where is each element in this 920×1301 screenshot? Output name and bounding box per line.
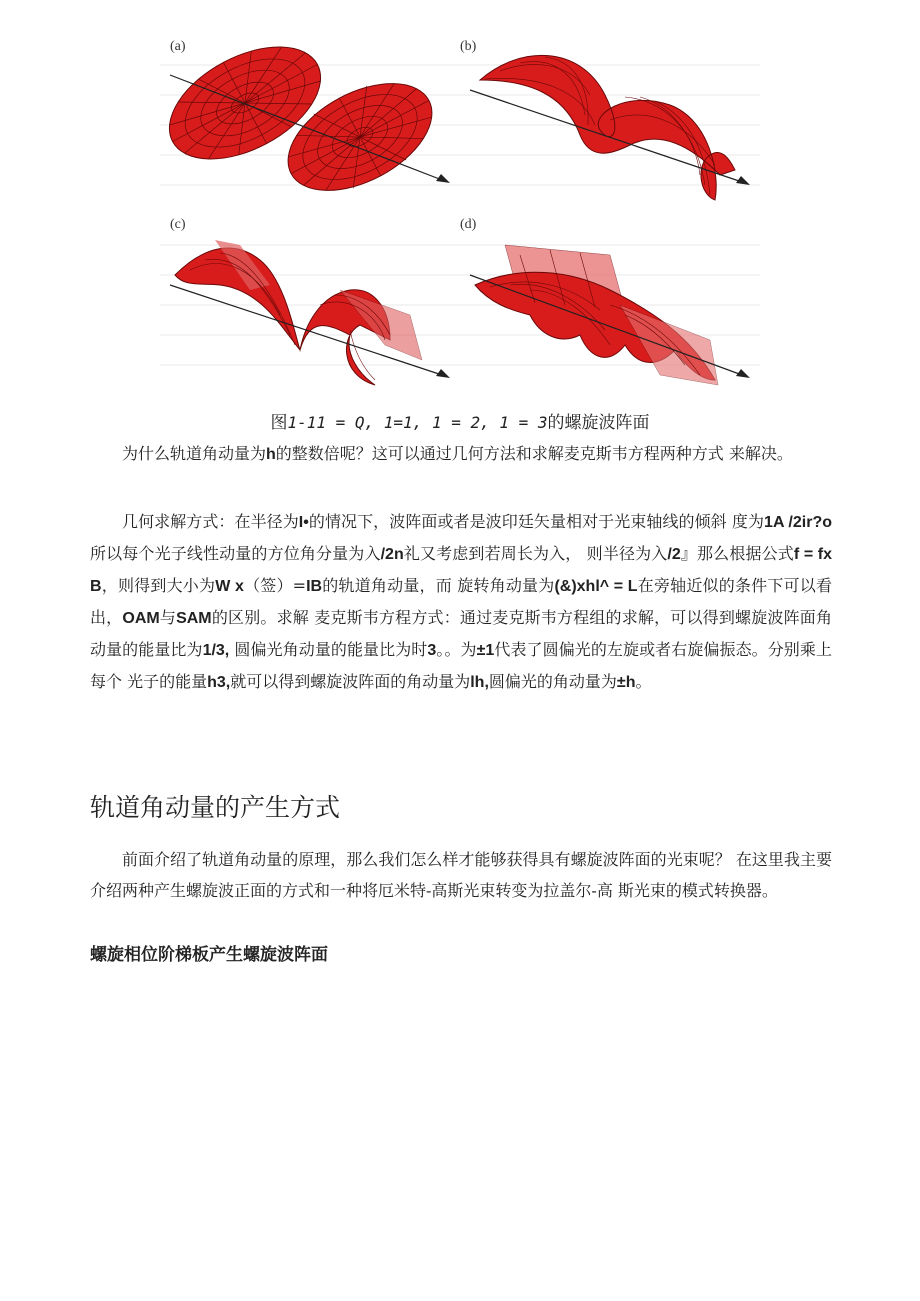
p1-text-c: 的整数倍呢？这可以通过几何方法和求解麦克斯韦方程两种方式 来解决。 [275, 444, 793, 463]
p2-b4: /2 [667, 546, 681, 563]
p2-b8: (&)xhl^ = L [554, 578, 638, 595]
panel-d-label: (d) [460, 217, 477, 232]
panel-d [460, 215, 760, 390]
paragraph-geometric-method [90, 506, 832, 698]
panel-c [160, 215, 460, 390]
p2-b3: /2n [380, 546, 404, 563]
wavefront-figure [160, 35, 760, 390]
panel-b [460, 35, 760, 210]
p2-b9: OAM [122, 610, 160, 627]
p2-b14: h3, [207, 674, 231, 691]
p2-t10: 与 [159, 608, 177, 627]
p2-b13: ±1 [476, 642, 495, 659]
p2-t1: 几何求解方式：在半径为 [122, 512, 299, 531]
p2-b11: 1/3, [202, 642, 230, 659]
p2-t8: 的轨道角动量，而 旋转角动量为 [322, 576, 555, 595]
paragraph-generation-intro: 前面介绍了轨道角动量的原理，那么我们怎么样才能够获得具有螺旋波阵面的光束呢？ 在这里我主要介绍两种产生螺旋波正面的方式和一种将厄米特-高斯光束转变为拉盖尔-高 斯光束的模式转换器。 [90, 850, 832, 900]
panel-a-label: (a) [170, 39, 186, 54]
p2-t14: 代表了圆偏光的左旋或者右旋偏振态。分别乘上每个 光子的能量 [90, 640, 832, 691]
p2-t7: （签）= [243, 576, 307, 595]
caption-prefix: 图 [270, 413, 288, 432]
p2-b12: 3 [427, 642, 437, 659]
p1-text-a: 为什么轨道角动量为 [122, 444, 267, 463]
p2-t4: 礼又考虑到若周长为入， 则半径为入 [403, 544, 668, 563]
p2-t17: 。 [635, 672, 652, 691]
caption-suffix: 的螺旋波阵面 [547, 413, 650, 432]
helical-wavefront-l3-graphic [460, 215, 760, 390]
helical-wavefront-l1-graphic [460, 35, 760, 210]
panel-b-label: (b) [460, 39, 477, 54]
section-heading: 轨道角动量的产生方式 [90, 793, 341, 822]
p2-t9: 在旁轴近似的条件下可以看出， [90, 576, 832, 627]
caption-formula: 1-11 = Q, 1=1, 1 = 2, 1 = 3 [287, 413, 548, 432]
p2-t13: 。。为 [436, 640, 477, 659]
p2-b10: SAM [176, 610, 212, 627]
p2-t6: ，则得到大小为 [101, 576, 216, 595]
figure-caption [0, 408, 920, 433]
p2-b15: lh, [470, 674, 489, 691]
paragraph-integer-multiple [90, 438, 832, 470]
panel-a [160, 35, 460, 210]
helical-wavefront-l2-graphic [160, 215, 460, 390]
p2-b6: W x [215, 578, 244, 595]
p2-b5: f = fx B [90, 546, 832, 595]
p1-symbol-h: h [266, 446, 276, 463]
planar-wavefront-graphic [160, 35, 460, 210]
p2-t2: 的情况下，波阵面或者是波印廷矢量相对于光束轴线的倾斜 度为 [308, 512, 765, 531]
p2-t3: 所以每个光子线性动量的方位角分量为入 [90, 544, 381, 563]
p2-t5: 』那么根据公式 [680, 544, 794, 563]
p2-b1: I• [298, 514, 309, 531]
subsection-heading: 螺旋相位阶梯板产生螺旋波阵面 [90, 945, 328, 965]
p2-b7: IB [306, 578, 323, 595]
p2-t16: 圆偏光的角动量为 [488, 672, 617, 691]
panel-c-label: (c) [170, 217, 186, 232]
p2-b2: 1A /2ir?o [764, 514, 832, 531]
p2-t12: 圆偏光角动量的能量比为时 [229, 640, 428, 659]
p2-t11: 的区别。求解 麦克斯韦方程方式：通过麦克斯韦方程组的求解，可以得到螺旋波阵面角动量的能量比为 [90, 608, 832, 659]
p2-t15: 就可以得到螺旋波阵面的角动量为 [230, 672, 471, 691]
p2-b16: ±h [616, 674, 636, 691]
